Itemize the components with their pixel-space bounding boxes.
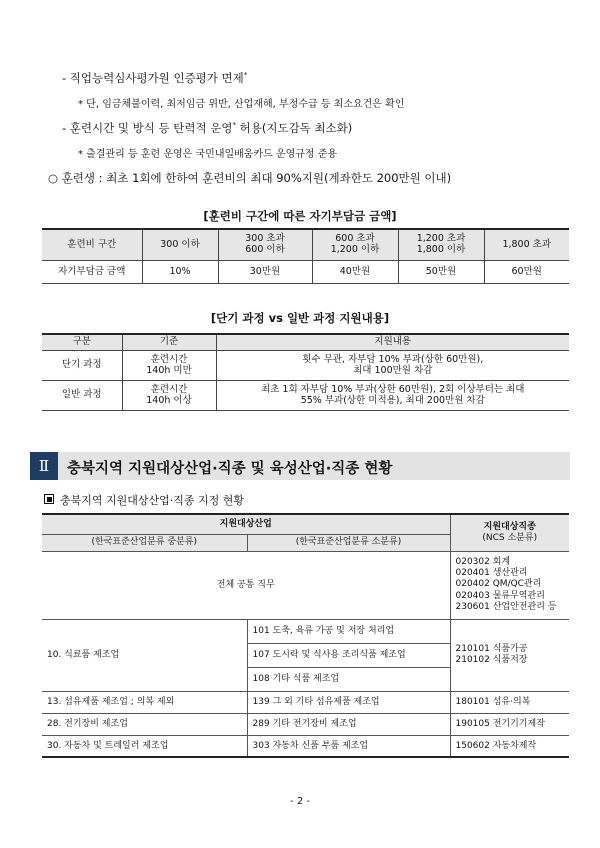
table1-caption: [훈련비 구간에 따른 자기부담금 금액] [203,209,397,223]
table-header-cell: 300 초과 600 이하 [218,229,312,261]
table-cell: 10% [142,261,218,284]
table-row [42,334,569,351]
table-cell: 자기부담금 금액 [42,261,142,284]
table-row [42,735,569,757]
note-minimum-requirements: * 단, 임금체불이력, 최저임금 위반, 산업재해, 부정수급 등 최소요건은 확인 [78,99,405,110]
bullet-exemption: - 직업능력심사평가원 인증평가 면제* [62,71,248,85]
table-cell: 107 도시락 및 식사용 조리식품 제조업 [247,643,450,667]
copay-table [42,228,569,284]
table-header-cell: 1,200 초과 1,800 이하 [398,229,484,261]
trainee-support-line: ○ 훈련생 : 최초 1회에 한하여 훈련비의 최대 90%지원(계좌한도 200만원 이내) [48,171,452,185]
table-row [42,351,569,381]
table-cell: 전체 공통 직무 [42,551,450,619]
table-cell: 단기 과정 [42,351,122,381]
page-number: - 2 - [290,796,310,807]
table-row [42,261,569,284]
table-cell: 210101 식품가공 210102 식품저장 [450,619,569,691]
bullet-flexible-operation: - 훈련시간 및 방식 등 탄력적 운영* 허용(지도감독 최소화) [62,121,353,135]
square-bullet-icon [44,494,54,504]
table-header-cell: 기준 [122,334,216,351]
table-cell: 30. 자동차 및 트레일러 제조업 [42,735,247,757]
table-header-cell: 1,800 초과 [484,229,569,261]
table-row [42,691,569,713]
table-cell: 13. 섬유제품 제조업 ; 의복 제외 [42,691,247,713]
table-cell: 일반 과정 [42,381,122,411]
table-cell: 150602 자동차제작 [450,735,569,757]
target-industry-table [42,513,569,758]
table-cell: 020302 회계 020401 생산관리 020402 QM/QC관리 020403 물류무역관리 230601 산업안전관리 등 [450,551,569,619]
table-cell: 101 도축, 육류 가공 및 저장 처리업 [247,619,450,643]
table-row [42,381,569,411]
note-attendance: * 출결관리 등 훈련 운영은 국민내일배움카드 운영규정 준용 [78,149,338,160]
table-header-cell: 300 이하 [142,229,218,261]
table-cell: 180101 섬유·의복 [450,691,569,713]
table-header-cell: 지원대상산업 [42,514,450,534]
section-number: Ⅱ [30,452,58,480]
table-cell: 303 자동차 신품 부품 제조업 [247,735,450,757]
table-cell: 60만원 [484,261,569,284]
table-cell: 10. 식료품 제조업 [42,619,247,691]
table-header-cell: (한국표준산업분류 중분류) [42,534,247,551]
table-cell: 139 그 외 기타 섬유제품 제조업 [247,691,450,713]
table-header-cell: (한국표준산업분류 소분류) [247,534,450,551]
table-row [42,551,569,619]
subsection-title: 충북지역 지원대상산업·직종 지정 현황 [44,492,244,508]
table-header-cell: 지원내용 [216,334,569,351]
table-cell: 40만원 [312,261,398,284]
table2-caption: [단기 과정 vs 일반 과정 지원내용] [210,311,390,325]
table-cell: 108 기타 식품 제조업 [247,667,450,691]
section-title: 충북지역 지원대상산업·직종 및 육성산업·직종 현황 [67,461,393,477]
table-cell: 30만원 [218,261,312,284]
table-row [42,713,569,735]
table-cell: 28. 전기장비 제조업 [42,713,247,735]
table-row [42,229,569,261]
table-row [42,619,569,643]
table-cell: 50만원 [398,261,484,284]
table-cell: 훈련시간 140h 미만 [122,351,216,381]
table-header-cell: 지원대상직종 (NCS 소분류) [450,514,569,551]
table-header-cell: 구분 [42,334,122,351]
course-support-table [42,333,569,411]
table-header-cell: 600 초과 1,200 이하 [312,229,398,261]
table-header-cell: 훈련비 구간 [42,229,142,261]
table-cell: 횟수 무관, 자부담 10% 부과(상한 60만원), 최대 100만원 차감 [216,351,569,381]
section-header [30,452,570,480]
table-cell: 190105 전기기기제작 [450,713,569,735]
table-cell: 훈련시간 140h 이상 [122,381,216,411]
table-cell: 289 기타 전기장비 제조업 [247,713,450,735]
table-row [42,514,569,534]
table-cell: 최초 1회 자부담 10% 부과(상한 60만원), 2회 이상부터는 최대 55% 부과(상한 미적용), 최대 200만원 차감 [216,381,569,411]
